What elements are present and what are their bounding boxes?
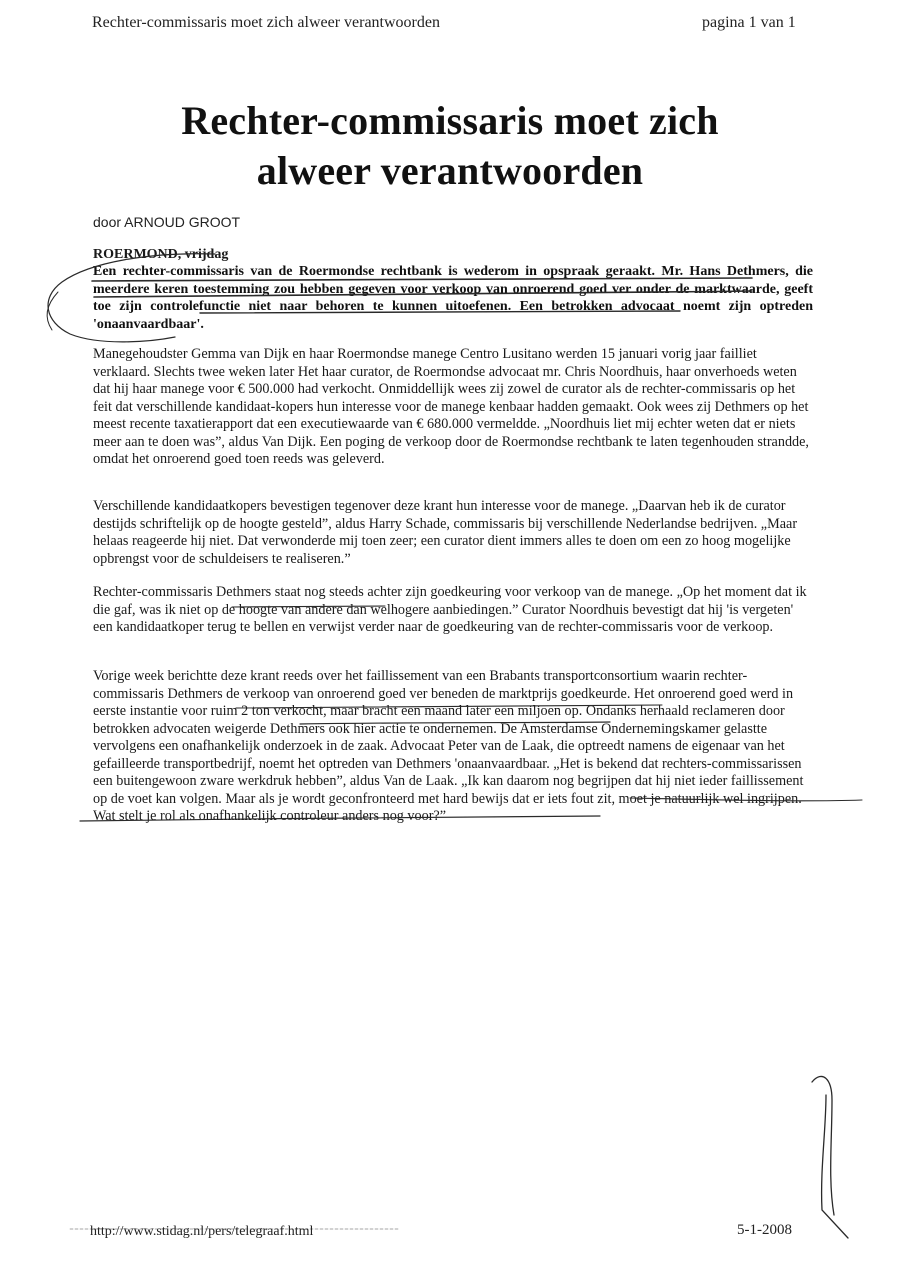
footer-url: http://www.stidag.nl/pers/telegraaf.html (90, 1224, 314, 1239)
headline-line-2: alweer verantwoorden (256, 148, 644, 193)
article-lead: Een rechter-commissaris van de Roermondse rechtbank is wederom in opspraak geraakt. Mr. Hans Dethmers, die meerdere keren toestemming zou hebben gegeven voor verkoop van onroerend goed ver onder de marktwaarde, geeft toe zijn controlefunctie niet naar behoren te kunnen uitoefenen. Een betrokken advocaat noemt zijn optreden 'onaanvaardbaar'. (93, 264, 813, 332)
dateline-place: ROERMOND (93, 247, 178, 262)
byline: door ARNOUD GROOT (93, 214, 241, 230)
article-paragraph: Vorige week berichtte deze krant reeds over het faillissement van een Brabants transportconsortium waarin rechter-commissaris Dethmers de verkoop van onroerend goed ver beneden de marktprijs goedkeurde. Het onroerend goed werd in eerste instantie voor ruim 2 ton verkocht, maar bracht een maand later een miljoen op. Ondanks herhaald reclameren door betrokken advocaten weigerde Dethmers ook hier actie te ondernemen. De Amsterdamse Ondernemingskamer gelastte vervolgens een onafhankelijk onderzoek in de zaak. Advocaat Peter van de Laak, die optreedt namens de eigenaar van het gefailleerde transportbedrijf, noemt het optreden van Dethmers 'onaanvaardbaar. „Het is bekend dat rechters-commissarissen een buitengewoon zware werkdruk hebben”, aldus Van de Laak. „Ik kan daarom nog begrijpen dat hij niet ieder faillissement op de voet kan volgen. Maar als je wordt geconfronteerd met hard bewijs dat er iets fout zit, moet je natuurlijk wel ingrijpen. Wat stelt je rol als onafhankelijk controleur anders nog voor?” (93, 668, 804, 824)
article-paragraph: Manegehoudster Gemma van Dijk en haar Roermondse manege Centro Lusitano werden 15 januari vorig jaar failliet verklaard. Slechts twee weken later Het haar curator, de Roermondse advocaat mr. Chris Noordhuis, haar onverhoeds weten dat hij haar manege voor € 500.000 had verkocht. Onmiddellijk wees zij zowel de curator als de rechter-commissaris op het feit dat verschillende kandidaat-kopers hun interesse voor de manege kenbaar hadden gemaakt. Ook wees zij Dethmers op het meest recente taxatierapport dat een executiewaarde van € 680.000 vermeldde. „Noordhuis liet mij echter weten dat er niets meer aan te doen was”, aldus Van Dijk. Een poging de verkoop door de Roermondse rechtbank te laten tegenhouden strandde, omdat het onroerend goed toen reeds was geleverd. (93, 346, 809, 467)
dateline-day: , vrijdag (177, 247, 229, 262)
circle-mark (47, 292, 58, 330)
print-header-title: Rechter-commissaris moet zich alweer verantwoorden (92, 14, 440, 31)
article-paragraph: Verschillende kandidaatkopers bevestigen tegenover deze krant hun interesse voor de manege. „Daarvan heb ik de curator destijds schriftelijk op de hoogte gesteld”, aldus Harry Schade, commissaris bij verschillende Nederlandse bedrijven. „Maar helaas reageerde hij niet. Dat verwonderde mij toen zeer; een curator dient immers alles te doen om een zo hoog mogelijke opbrengst voor de schuldeisers te realiseren.” (93, 498, 798, 567)
footer-date: 5-1-2008 (737, 1222, 792, 1238)
signature-mark (822, 1095, 848, 1238)
dateline (93, 246, 228, 263)
signature-mark (812, 1076, 834, 1215)
page-indicator: pagina 1 van 1 (702, 14, 796, 31)
headline-line-1: Rechter-commissaris moet zich (181, 98, 719, 143)
article-headline (80, 96, 820, 196)
article-paragraph: Rechter-commissaris Dethmers staat nog steeds achter zijn goedkeuring voor verkoop van de manege. „Op het moment dat ik die gaf, was ik niet op de hoogte van andere dan welhogere aanbiedingen.” Curator Noordhuis bevestigt dat hij 'is vergeten' een kandidaatkoper terug te bellen en verwijst verder naar de goedkeuring van de rechter-commissaris voor de verkoop. (93, 584, 807, 635)
